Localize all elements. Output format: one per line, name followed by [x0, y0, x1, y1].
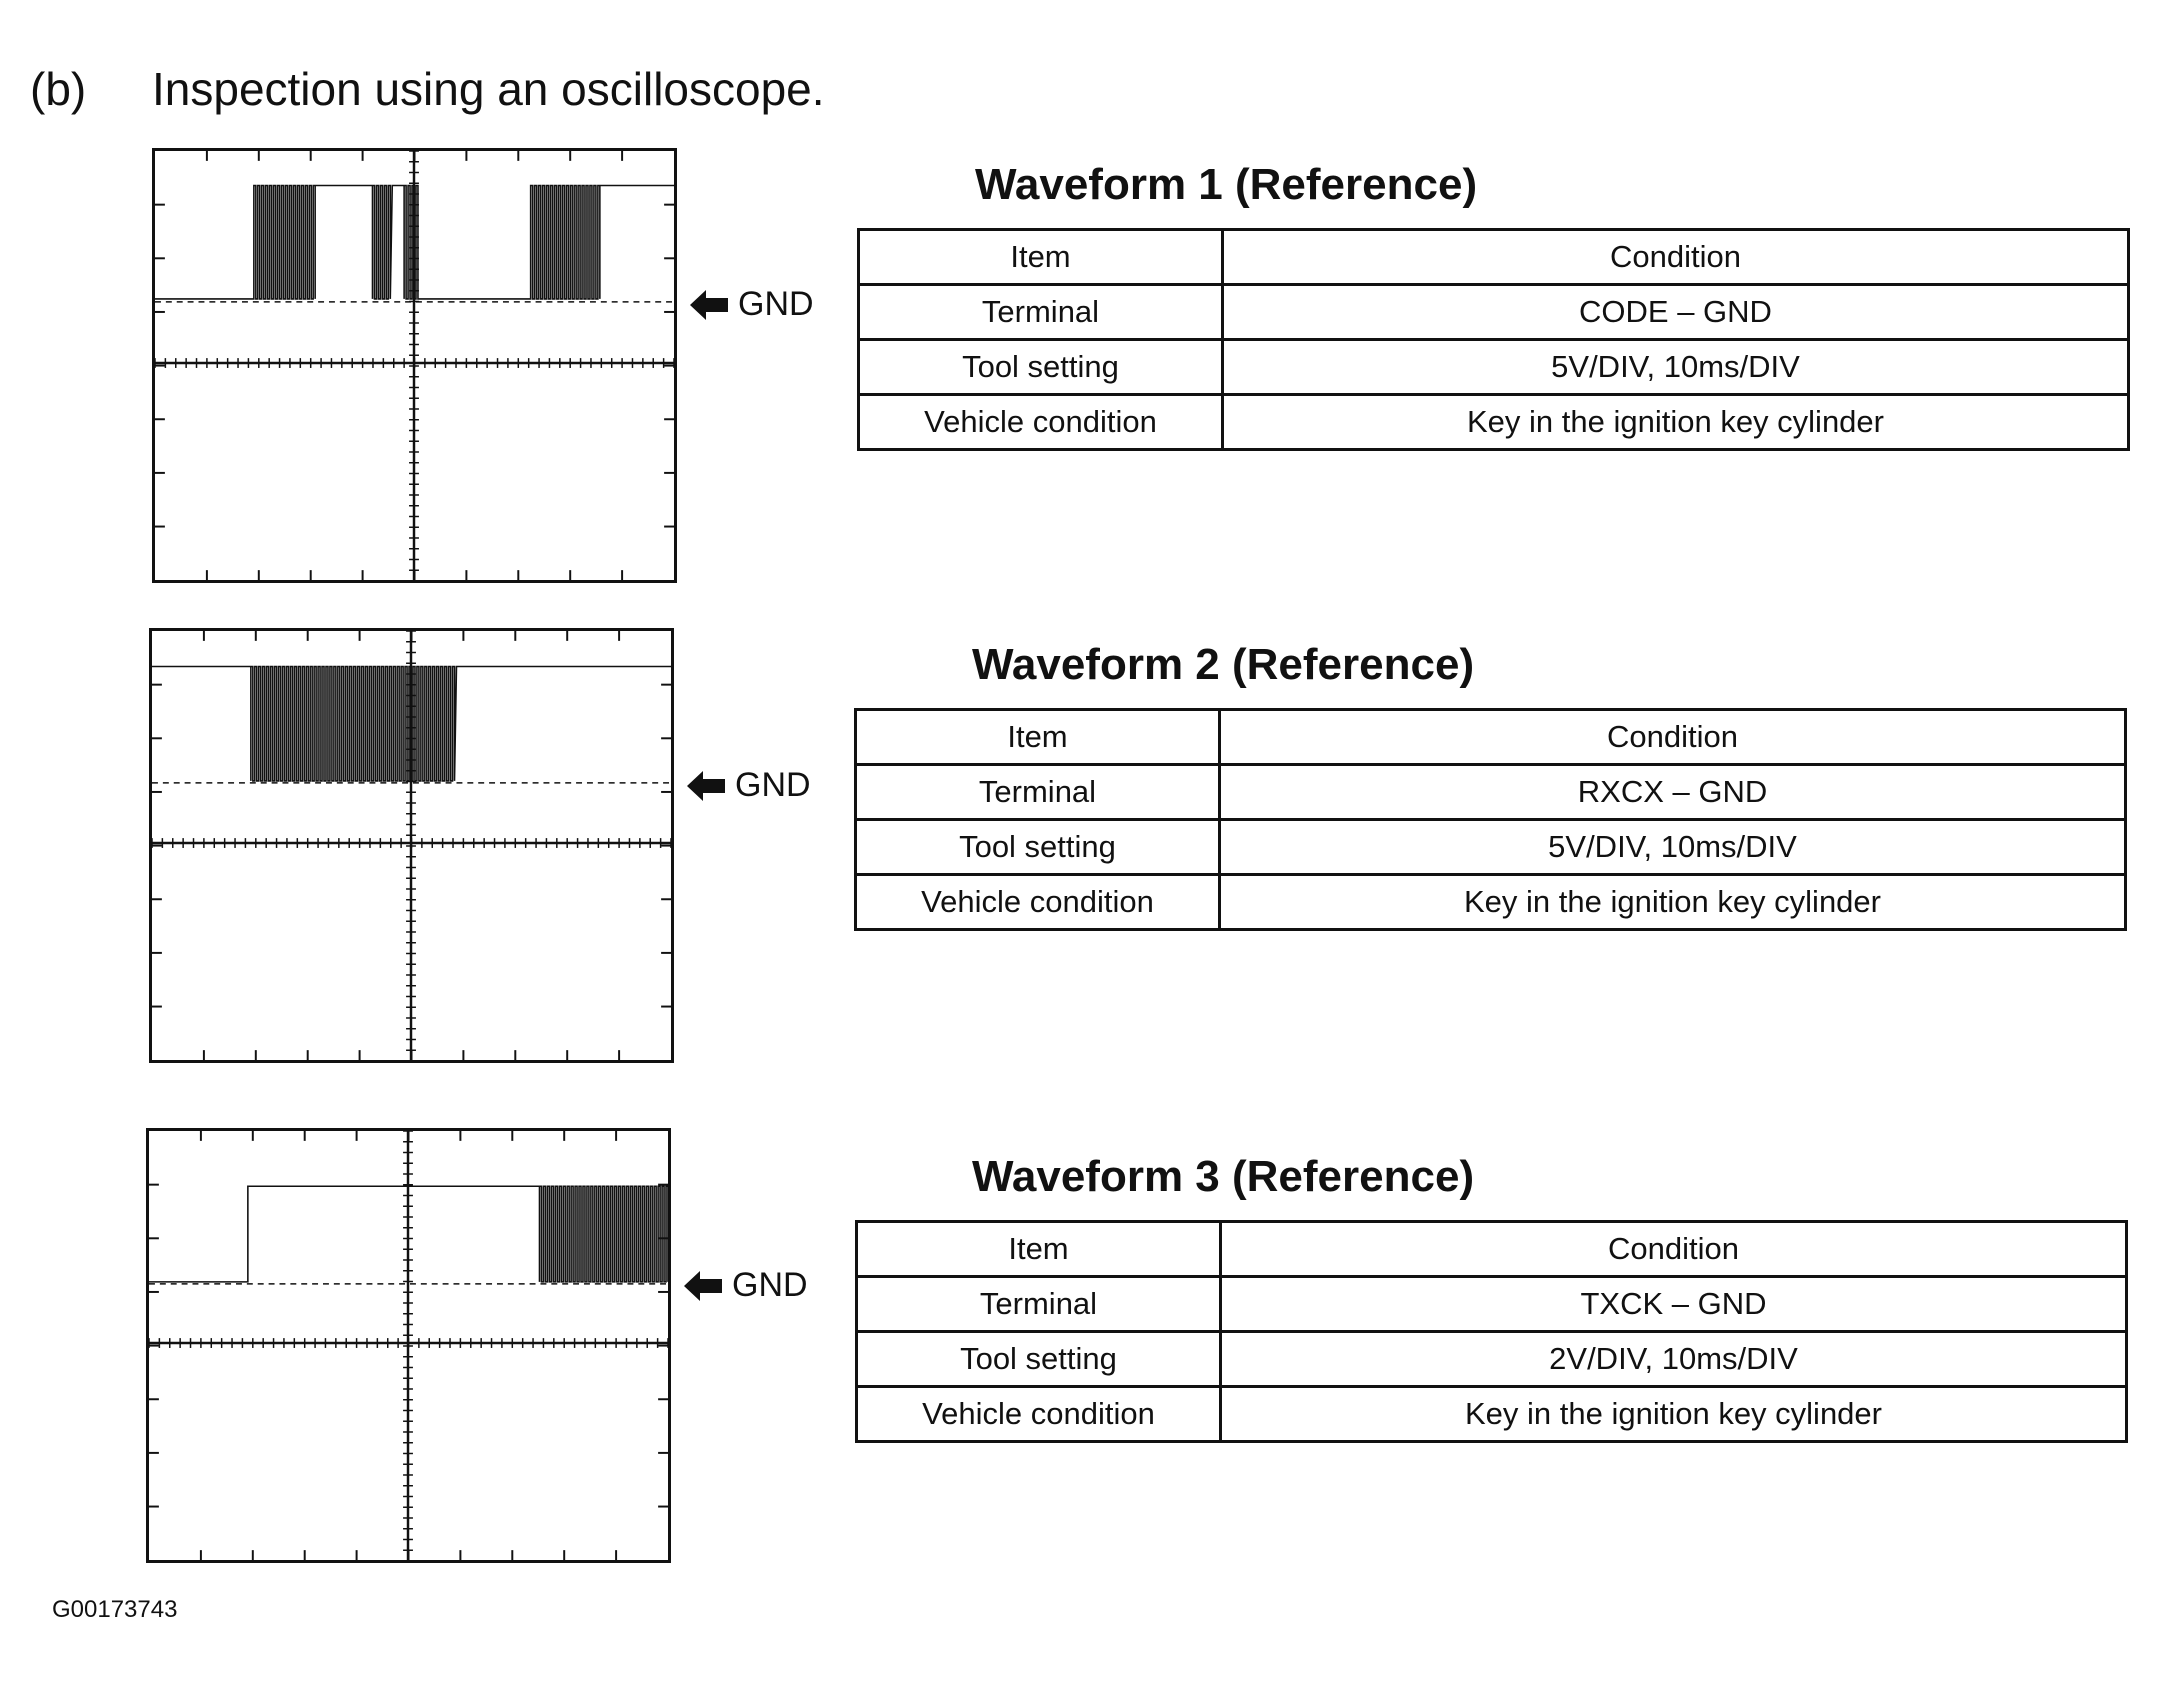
table-header-row	[857, 1222, 2127, 1277]
waveform-2-table	[854, 708, 2127, 931]
row-item: Tool setting	[856, 820, 1220, 875]
row-item: Tool setting	[859, 340, 1223, 395]
figure-id: G00173743	[52, 1596, 178, 1623]
table-row	[856, 875, 2126, 930]
table-row	[859, 340, 2129, 395]
table-row	[857, 1387, 2127, 1442]
header-condition: Condition	[1223, 230, 2129, 285]
signal-trace	[155, 186, 674, 299]
table-row	[857, 1277, 2127, 1332]
header-item: Item	[857, 1222, 1221, 1277]
row-item: Vehicle condition	[856, 875, 1220, 930]
scope-graticule-3	[149, 1131, 668, 1560]
signal-trace	[152, 667, 671, 781]
row-item: Terminal	[857, 1277, 1221, 1332]
row-condition: CODE – GND	[1223, 285, 2129, 340]
waveform-1-title: Waveform 1 (Reference)	[975, 160, 1478, 209]
waveform-1-table	[857, 228, 2130, 451]
row-condition: Key in the ignition key cylinder	[1223, 395, 2129, 450]
arrow-left-icon	[690, 290, 728, 320]
row-condition: 5V/DIV, 10ms/DIV	[1220, 820, 2126, 875]
gnd-marker-2	[687, 766, 811, 805]
scope-graticule-1	[155, 151, 674, 580]
section-heading	[30, 62, 825, 116]
scope-graticule-2	[152, 631, 671, 1060]
gnd-marker-1	[690, 285, 814, 324]
row-item: Vehicle condition	[857, 1387, 1221, 1442]
row-condition: 5V/DIV, 10ms/DIV	[1223, 340, 2129, 395]
gnd-label: GND	[732, 1266, 808, 1304]
arrow-left-icon	[684, 1271, 722, 1301]
oscilloscope-screen-2	[149, 628, 674, 1063]
oscilloscope-screen-1	[152, 148, 677, 583]
waveform-2-title: Waveform 2 (Reference)	[972, 640, 1475, 689]
table-row	[856, 765, 2126, 820]
row-condition: TXCK – GND	[1221, 1277, 2127, 1332]
row-item: Terminal	[859, 285, 1223, 340]
table-row	[857, 1332, 2127, 1387]
row-condition: RXCX – GND	[1220, 765, 2126, 820]
header-condition: Condition	[1221, 1222, 2127, 1277]
gnd-marker-3	[684, 1266, 808, 1305]
gnd-label: GND	[735, 766, 811, 804]
table-row	[859, 395, 2129, 450]
row-item: Terminal	[856, 765, 1220, 820]
row-item: Vehicle condition	[859, 395, 1223, 450]
oscilloscope-screen-3	[146, 1128, 671, 1563]
header-item: Item	[856, 710, 1220, 765]
row-item: Tool setting	[857, 1332, 1221, 1387]
section-label: (b)	[30, 63, 87, 115]
arrow-left-icon	[687, 771, 725, 801]
row-condition: Key in the ignition key cylinder	[1220, 875, 2126, 930]
table-header-row	[859, 230, 2129, 285]
waveform-3-title: Waveform 3 (Reference)	[972, 1152, 1475, 1201]
row-condition: 2V/DIV, 10ms/DIV	[1221, 1332, 2127, 1387]
table-header-row	[856, 710, 2126, 765]
header-item: Item	[859, 230, 1223, 285]
table-row	[856, 820, 2126, 875]
row-condition: Key in the ignition key cylinder	[1221, 1387, 2127, 1442]
gnd-label: GND	[738, 285, 814, 323]
section-title: Inspection using an oscilloscope.	[152, 63, 825, 115]
table-row	[859, 285, 2129, 340]
waveform-3-table	[855, 1220, 2128, 1443]
header-condition: Condition	[1220, 710, 2126, 765]
